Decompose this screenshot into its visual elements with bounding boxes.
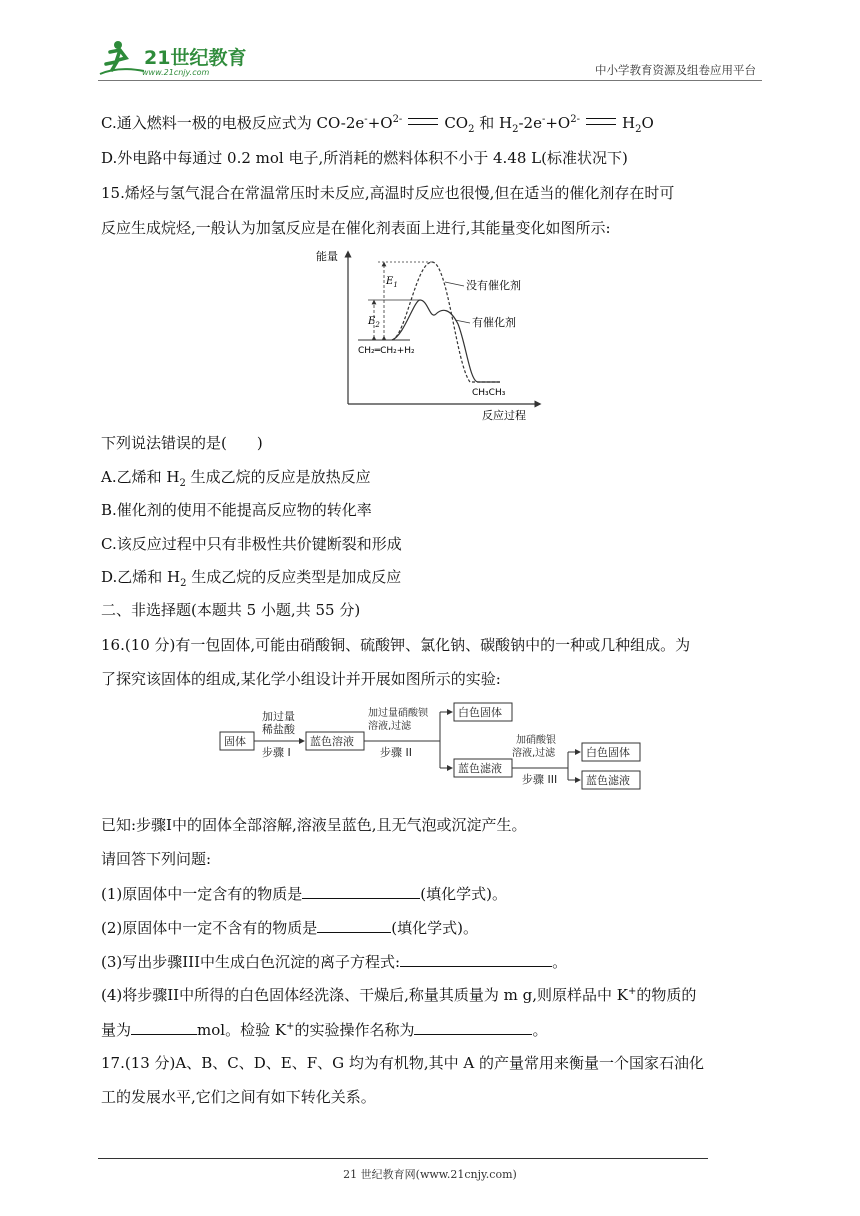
energy-diagram	[310, 244, 550, 424]
answer-blank-1[interactable]	[302, 883, 420, 899]
experiment-flowchart	[218, 702, 644, 794]
q16-part1: (1)原固体中一定含有的物质是 (填化学式)。	[101, 885, 507, 903]
blue-solution-label: 蓝色溶液	[310, 735, 354, 748]
reagent3-line1: 加硝酸银	[516, 735, 556, 746]
catalyst-curve	[392, 300, 500, 382]
q16-part4-line1: (4)将步骤II中所得的白色固体经洗涤、干燥后,称量其质量为 m g,则原样品中 K+的物质的	[101, 986, 697, 1004]
step1-label: 步骤 I	[262, 746, 291, 759]
q16-part4-line2: 量为 mol。检验 K+的实验操作名称为 。	[101, 1021, 548, 1039]
section-title: 二、非选择题(本题共 5 小题,共 55 分)	[101, 601, 361, 619]
catalyst-label: 有催化剂	[472, 316, 516, 329]
header-divider	[98, 80, 762, 81]
q16-stem-line1: 16.(10 分)有一包固体,可能由硝酸铜、硫酸钾、氯化钠、碳酸钠中的一种或几种组成。为	[101, 636, 691, 654]
reagent2-line2: 溶液,过滤	[368, 721, 412, 732]
white-solid2-label: 白色固体	[586, 746, 630, 759]
e1-label: $E_1$	[386, 276, 398, 289]
answer-blank-2[interactable]	[317, 917, 391, 933]
q15-option-a: A.乙烯和 $H_2$ 生成乙烷的反应是放热反应	[101, 468, 371, 489]
no-catalyst-leader	[445, 282, 464, 286]
white-solid1-label: 白色固体	[458, 706, 502, 719]
q14-option-d: D.外电路中每通过 0.2 mol 电子,所消耗的燃料体积不小于 4.48 L(标准状况下)	[101, 149, 628, 167]
q15-option-c: C.该反应过程中只有非极性共价键断裂和形成	[101, 535, 402, 553]
x-axis-label: 反应过程	[482, 409, 526, 422]
q14-option-c: C.通入燃料一极的电极反应式为 $CO-2e^-+O^{2-}$ $CO_2$ 和 $H_2-2e^-+O^{2-}$ $H_2O$	[101, 114, 654, 135]
logo-url: www.21cnjy.com	[142, 68, 210, 77]
no-catalyst-label: 没有催化剂	[466, 279, 521, 292]
q17-stem-line1: 17.(13 分)A、B、C、D、E、F、G 均为有机物,其中 A 的产量常用来衡量一个国家石油化	[101, 1054, 705, 1072]
q15-question: 下列说法错误的是( )	[101, 434, 263, 452]
solid-label: 固体	[224, 735, 246, 748]
reagent2-line1: 加过量硝酸钡	[368, 708, 428, 719]
answer-blank-3[interactable]	[400, 951, 552, 967]
q16-known: 已知:步骤I中的固体全部溶解,溶液呈蓝色,且无气泡或沉淀产生。	[101, 816, 527, 834]
product-label: CH₃CH₃	[472, 388, 506, 398]
q17-stem-line2: 工的发展水平,它们之间有如下转化关系。	[101, 1088, 376, 1106]
reagent1-line2: 稀盐酸	[262, 723, 295, 736]
answer-blank-4[interactable]	[131, 1019, 197, 1035]
q16-part3: (3)写出步骤III中生成白色沉淀的离子方程式: 。	[101, 953, 568, 971]
q16-stem-line2: 了探究该固体的组成,某化学小组设计并开展如图所示的实验:	[101, 670, 501, 688]
q16-part2: (2)原固体中一定不含有的物质是 (填化学式)。	[101, 919, 478, 937]
logo-text: 21世纪教育	[144, 47, 247, 69]
q15-option-d: D.乙烯和 $H_2$ 生成乙烷的反应类型是加成反应	[101, 568, 402, 589]
q16-prompt: 请回答下列问题:	[101, 850, 212, 868]
y-axis-label: 能量	[316, 250, 338, 263]
step2-label: 步骤 II	[380, 746, 412, 759]
q15-stem-line1: 15.烯烃与氢气混合在常温常压时未反应,高温时反应也很慢,但在适当的催化剂存在时可	[101, 184, 675, 202]
reagent3-line2: 溶液,过滤	[512, 748, 556, 759]
reactant-label: CH₂═CH₂+H₂	[358, 346, 415, 356]
header-platform-text: 中小学教育资源及组卷应用平台	[595, 63, 756, 77]
site-logo	[98, 38, 258, 80]
blue-filtrate1-label: 蓝色滤液	[458, 762, 502, 775]
footer-text: 21 世纪教育网(www.21cnjy.com)	[343, 1168, 517, 1181]
blue-filtrate2-label: 蓝色滤液	[586, 774, 630, 787]
page-header	[98, 38, 762, 80]
answer-blank-5[interactable]	[414, 1019, 532, 1035]
reagent1-line1: 加过量	[262, 710, 295, 723]
q15-option-b: B.催化剂的使用不能提高反应物的转化率	[101, 501, 372, 519]
equals-sign	[586, 118, 616, 125]
e2-label: $E_2$	[368, 316, 380, 329]
equals-sign	[408, 118, 438, 125]
step3-label: 步骤 III	[522, 773, 558, 786]
q15-stem-line2: 反应生成烷烃,一般认为加氢反应是在催化剂表面上进行,其能量变化如图所示:	[101, 219, 611, 237]
footer-divider	[98, 1158, 708, 1159]
